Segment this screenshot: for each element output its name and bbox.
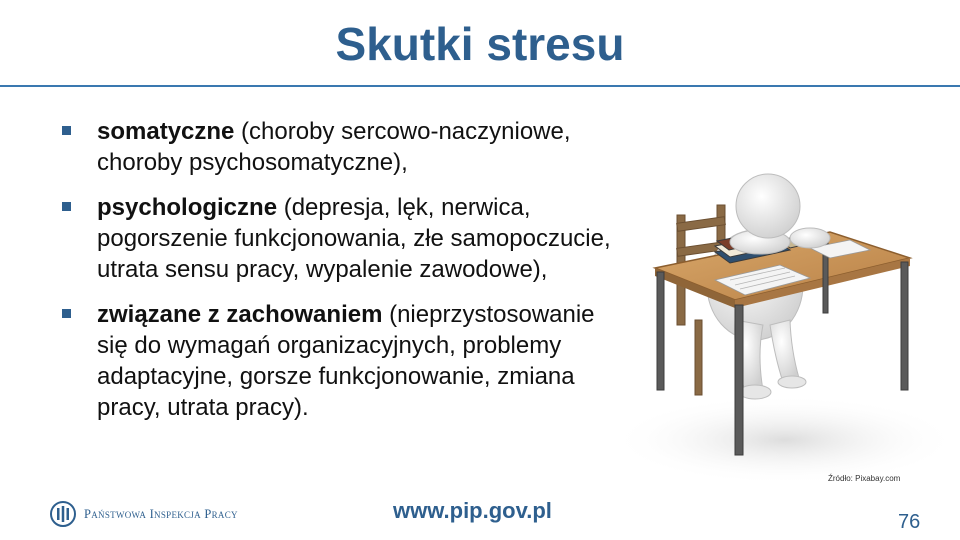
bullet-list [60, 116, 630, 437]
bullet-item-somatic [60, 116, 630, 178]
page-number: 76 [898, 511, 921, 533]
title-divider [0, 85, 960, 87]
bullet-description: (choroby sercowo-naczyniowe, choroby psychosomatyczne), [97, 118, 571, 176]
bullet-item-psychological [60, 192, 630, 285]
pip-logo [50, 500, 238, 528]
bullet-term: związane z zachowaniem [97, 301, 383, 328]
bullet-description: (depresja, lęk, nerwica, pogorszenie funkcjonowania, złe samopoczucie, utrata sensu pracy, wypalenie zawodowe), [97, 194, 611, 283]
bullet-description: (nieprzystosowanie się do wymagań organizacyjnych, problemy adaptacyjne, gorsze funkcjonowanie, zmiana pracy, utrata pracy). [97, 301, 595, 421]
square-bullet-icon [62, 309, 71, 318]
slide-title: Skutki stresu [335, 18, 625, 70]
pip-emblem-icon [50, 501, 76, 527]
square-bullet-icon [62, 126, 71, 135]
stressed-worker-illustration [585, 120, 950, 490]
bullet-item-behavioral [60, 299, 630, 423]
bullet-term: psychologiczne [97, 194, 278, 221]
website-link[interactable]: www.pip.gov.pl [393, 498, 552, 523]
image-credit: Źródło: Pixabay.com [828, 474, 901, 483]
square-bullet-icon [62, 202, 71, 211]
bullet-term: somatyczne [97, 118, 235, 145]
organization-name: Państwowa Inspekcja Pracy [84, 506, 238, 521]
